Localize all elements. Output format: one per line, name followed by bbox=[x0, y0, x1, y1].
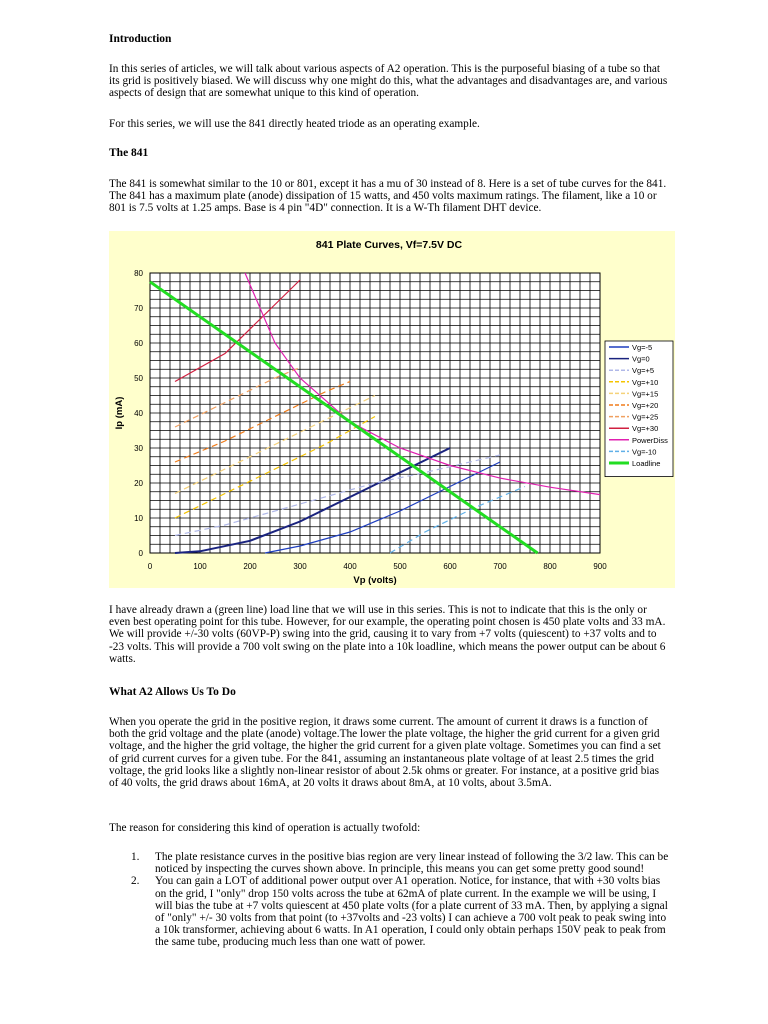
reasons-list bbox=[109, 851, 669, 949]
legend-label: Vg=0 bbox=[632, 354, 650, 364]
list-item bbox=[109, 851, 669, 875]
heading-introduction: Introduction bbox=[109, 33, 172, 45]
paragraph-series: For this series, we will use the 841 directly heated triode as an operating example. bbox=[109, 118, 480, 130]
x-tick-label: 500 bbox=[393, 562, 407, 571]
x-tick-label: 0 bbox=[147, 562, 153, 571]
y-axis-label: Ip (mA) bbox=[114, 396, 125, 430]
x-tick-label: 400 bbox=[343, 562, 357, 571]
paragraph-a2: When you operate the grid in the positive region, it draws some current. The amount of current it draws is a function of both the grid voltage and the plate (anode) voltage.The lower the plate voltage, the higher the grid current for a given grid voltage, and the higher the grid voltage, the higher the grid current for a given plate voltage. Sometimes you can find a set of grid current curves for a given tube. For the 841, assuming an instantaneous plate voltage of at least 2.5 times the grid voltage, the grid looks like a slightly non-linear resistor of about 2.5k ohms or greater. For instance, at a positive grid bias of 40 volts, the grid draws about 16mA, at 20 volts it draws about 8mA, at 10 volts, about 3.5mA. bbox=[109, 716, 661, 790]
heading-841: The 841 bbox=[109, 147, 149, 159]
list-item-text: The plate resistance curves in the positive bias region are very linear instead of following the 3/2 law. This can be noticed by inspecting the curves shown above. In principle, this means you can get some pretty good sound! bbox=[155, 851, 669, 876]
x-tick-label: 700 bbox=[493, 562, 507, 571]
legend-label: Vg=-10 bbox=[632, 447, 657, 457]
x-tick-label: 900 bbox=[593, 562, 607, 571]
legend-label: Vg=+15 bbox=[632, 389, 659, 399]
list-number: 2. bbox=[131, 875, 140, 888]
y-tick-label: 40 bbox=[134, 409, 143, 418]
x-axis-label: Vp (volts) bbox=[353, 575, 397, 586]
list-number: 1. bbox=[131, 851, 140, 863]
chart-svg bbox=[109, 231, 675, 588]
y-tick-label: 10 bbox=[134, 514, 143, 523]
y-tick-label: 20 bbox=[134, 479, 143, 488]
legend bbox=[605, 341, 673, 477]
chart-title: 841 Plate Curves, Vf=7.5V DC bbox=[315, 239, 463, 251]
list-item-text: You can gain a LOT of additional power output over A1 operation. Notice, for instance, that with +30 volts bias on the grid, I "only" drop 150 volts across the tube at 62mA of plate current. In the example we will be using, I will bias the tube at +7 volts quiescent at 450 plate volts (for a plate current of 33 mA. Then, by applying a signal of "only" +/- 30 volts from that point (to +37volts and -23 volts) I can achieve a 700 volt peak to peak swing into a 10k transformer, achieving about 6 watts. In A1 operation, I could only obtain perhaps 150V peak to peak from the same tube, producing much less than one watt of power. bbox=[155, 875, 668, 949]
y-tick-label: 30 bbox=[134, 444, 143, 453]
y-tick-label: 0 bbox=[138, 549, 143, 558]
y-tick-label: 50 bbox=[134, 374, 143, 383]
heading-what-a2: What A2 Allows Us To Do bbox=[109, 686, 236, 698]
x-tick-label: 100 bbox=[193, 562, 207, 571]
list-item bbox=[109, 875, 669, 948]
x-tick-label: 200 bbox=[243, 562, 257, 571]
grid bbox=[150, 273, 600, 553]
y-tick-label: 80 bbox=[134, 269, 143, 278]
paragraph-introduction: In this series of articles, we will talk about various aspects of A2 operation. This is the purposeful biasing of a tube so that its grid is positively biased. We will discuss why one might do this, what the advantages and disadvantages are, and various aspects of design that are somewhat unique to this kind of operation. bbox=[109, 63, 668, 100]
legend-label: Vg=+10 bbox=[632, 377, 659, 387]
y-tick-label: 60 bbox=[134, 339, 143, 348]
paragraph-reason: The reason for considering this kind of operation is actually twofold: bbox=[109, 822, 421, 834]
legend-label: PowerDiss bbox=[632, 435, 668, 445]
legend-label: Vg=+30 bbox=[632, 424, 659, 434]
legend-label: Loadline bbox=[632, 459, 661, 468]
x-tick-label: 600 bbox=[443, 562, 457, 571]
x-tick-label: 300 bbox=[293, 562, 307, 571]
legend-label: Vg=+20 bbox=[632, 401, 659, 410]
legend-label: Vg=+25 bbox=[632, 412, 659, 422]
paragraph-loadline: I have already drawn a (green line) load line that we will use in this series. This is not to indicate that this is the only or even best operating point for this tube. However, for our example, the operating point chosen is 450 plate volts and 33 mA. We will provide +/-30 volts (60VP-P) swing into the grid, causing it to vary from +7 volts (quiescent) to +37 volts and to -23 volts. This will provide a 700 volt swing on the plate into a 10k loadline, which means the power output can be about 6 watts. bbox=[109, 604, 666, 665]
y-tick-label: 70 bbox=[134, 304, 143, 313]
legend-label: Vg=+5 bbox=[632, 366, 655, 376]
plate-curves-chart bbox=[109, 231, 675, 588]
x-tick-label: 800 bbox=[543, 562, 557, 571]
legend-label: Vg=-5 bbox=[632, 343, 653, 352]
paragraph-841: The 841 is somewhat similar to the 10 or 801, except it has a mu of 30 instead of 8. Here is a set of tube curves for the 841. The 841 has a maximum plate (anode) dissipation of 15 watts, and 450 volts maximum ratings. The filament, like a 10 or 801 is 7.5 volts at 1.25 amps. Base is 4 pin "4D" connection. It is a W-Th filament DHT device. bbox=[109, 178, 667, 215]
